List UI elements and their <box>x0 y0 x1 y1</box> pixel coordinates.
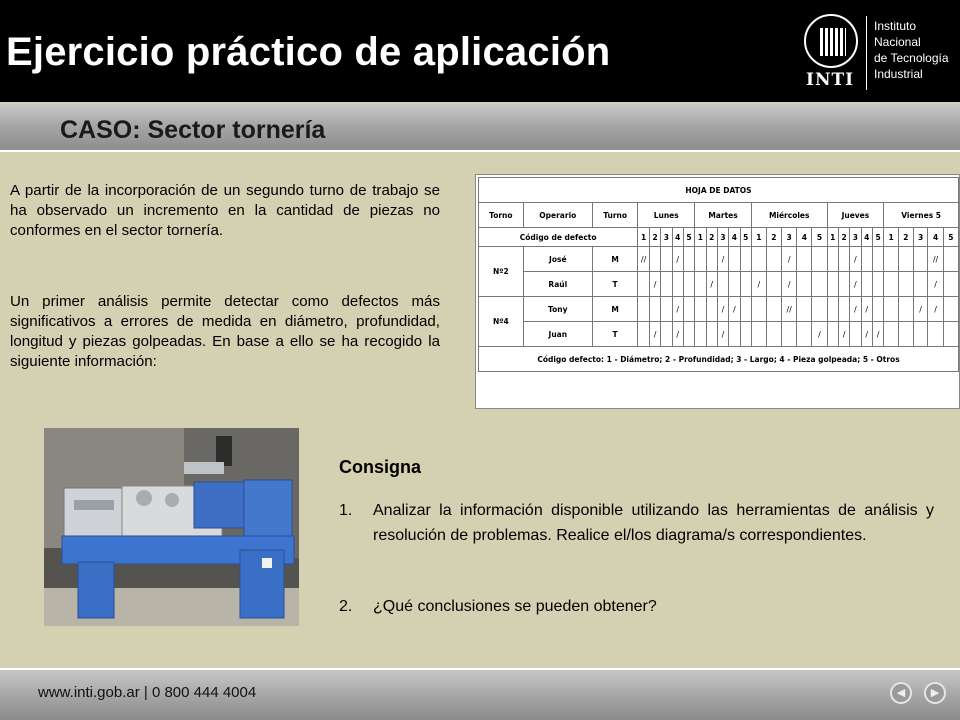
defect-code-cell: 3 <box>717 228 728 247</box>
sheet-day-header: Jueves <box>827 203 884 228</box>
tally-cell <box>943 272 958 297</box>
tally-cell <box>683 272 694 297</box>
tally-cell <box>812 272 827 297</box>
tally-cell <box>706 322 717 347</box>
chevron-left-icon: ◀ <box>896 687 906 699</box>
tally-cell <box>797 247 812 272</box>
tally-cell: / <box>861 297 872 322</box>
sheet-day-header: Viernes 5 <box>884 203 959 228</box>
tally-cell: / <box>913 297 928 322</box>
tally-cell: // <box>638 247 650 272</box>
tally-cell <box>898 297 913 322</box>
next-slide-button[interactable] <box>924 682 946 704</box>
tally-cell <box>672 272 683 297</box>
tally-cell <box>740 297 751 322</box>
defect-legend: Código defecto: 1 - Diámetro; 2 - Profundidad; 3 - Largo; 4 - Pieza golpeada; 5 - Otros <box>479 347 959 372</box>
tally-cell <box>649 247 660 272</box>
tally-cell: / <box>861 322 872 347</box>
defect-code-cell: 1 <box>884 228 899 247</box>
tally-cell <box>695 322 706 347</box>
logo-wordmark: INTI <box>806 70 855 90</box>
sheet-data-row <box>479 272 959 297</box>
task-item-1 <box>339 498 934 548</box>
sheet-header-cell: Turno <box>592 203 637 228</box>
defect-code-cell: 1 <box>638 228 650 247</box>
tally-cell <box>683 322 694 347</box>
tally-cell <box>827 297 838 322</box>
sheet-header-cell: Operario <box>523 203 592 228</box>
tally-cell <box>861 247 872 272</box>
torno-cell: Nº4 <box>479 297 524 347</box>
tally-cell <box>729 247 740 272</box>
tally-cell <box>943 247 958 272</box>
tally-cell: / <box>672 322 683 347</box>
tally-cell <box>638 272 650 297</box>
defect-code-cell: 1 <box>751 228 766 247</box>
tally-cell <box>766 247 781 272</box>
tally-cell <box>649 297 660 322</box>
tally-cell: / <box>872 322 883 347</box>
sheet-data-row <box>479 247 959 272</box>
defect-code-cell: 2 <box>766 228 781 247</box>
tally-cell <box>898 322 913 347</box>
tally-cell: / <box>706 272 717 297</box>
tally-cell <box>797 322 812 347</box>
tally-cell <box>661 272 672 297</box>
sheet-code-row <box>479 228 959 247</box>
data-sheet-image <box>475 174 960 409</box>
tally-cell <box>827 272 838 297</box>
turno-cell: T <box>592 272 637 297</box>
defect-code-cell: 2 <box>706 228 717 247</box>
tally-cell: / <box>672 247 683 272</box>
tally-cell <box>781 322 796 347</box>
tally-cell <box>861 272 872 297</box>
tally-cell <box>740 322 751 347</box>
data-sheet-table <box>478 177 959 372</box>
tally-cell <box>638 322 650 347</box>
tally-cell: / <box>672 297 683 322</box>
tally-cell <box>751 297 766 322</box>
defect-code-cell: 4 <box>861 228 872 247</box>
sheet-data-row <box>479 297 959 322</box>
tally-cell: / <box>850 297 861 322</box>
tally-cell: / <box>850 272 861 297</box>
tally-cell <box>706 297 717 322</box>
tally-cell <box>695 297 706 322</box>
logo-line: Industrial <box>874 67 923 81</box>
tally-cell <box>928 322 943 347</box>
tally-cell <box>797 297 812 322</box>
task-text: ¿Qué conclusiones se pueden obtener? <box>373 598 657 615</box>
defect-code-cell: 3 <box>661 228 672 247</box>
tally-cell <box>766 322 781 347</box>
defect-code-cell: 3 <box>913 228 928 247</box>
tally-cell <box>717 272 728 297</box>
tally-cell <box>943 297 958 322</box>
intro-paragraph-2: Un primer análisis permite detectar como defectos más significativos a errores de medida en diámetro, profundidad, longitud y piezas golpeadas. En base a ello se ha recogido la siguiente información: <box>10 293 440 370</box>
logo-line: Nacional <box>874 35 921 49</box>
tally-cell: / <box>649 322 660 347</box>
tally-cell <box>706 247 717 272</box>
case-title: CASO: Sector tornería <box>60 116 326 144</box>
defect-code-cell: 5 <box>683 228 694 247</box>
sheet-data-row <box>479 322 959 347</box>
tally-cell <box>661 297 672 322</box>
sheet-title: HOJA DE DATOS <box>479 178 959 203</box>
defect-code-cell: 4 <box>797 228 812 247</box>
tally-cell: / <box>781 247 796 272</box>
tally-cell <box>740 247 751 272</box>
logo-line: Instituto <box>874 19 917 33</box>
tally-cell: / <box>812 322 827 347</box>
operario-cell: Raúl <box>523 272 592 297</box>
tally-cell <box>943 322 958 347</box>
tally-cell <box>695 247 706 272</box>
defect-code-cell: 1 <box>827 228 838 247</box>
tally-cell: / <box>649 272 660 297</box>
tally-cell <box>884 247 899 272</box>
slide-title: Ejercicio práctico de aplicación <box>6 30 611 74</box>
sheet-day-header: Martes <box>695 203 752 228</box>
defect-code-cell: 5 <box>872 228 883 247</box>
tally-cell <box>729 272 740 297</box>
tally-cell <box>740 272 751 297</box>
tally-cell <box>884 297 899 322</box>
previous-slide-button[interactable] <box>890 682 912 704</box>
tally-cell <box>661 247 672 272</box>
tally-cell <box>838 247 849 272</box>
tally-cell <box>766 297 781 322</box>
tally-cell <box>683 297 694 322</box>
defect-code-cell: 5 <box>943 228 958 247</box>
sheet-header-row <box>479 203 959 228</box>
chevron-right-icon: ▶ <box>930 687 940 699</box>
sheet-title-row <box>479 178 959 203</box>
defect-code-cell: 5 <box>740 228 751 247</box>
tally-cell <box>695 272 706 297</box>
tally-cell <box>913 247 928 272</box>
sheet-header-cell: Torno <box>479 203 524 228</box>
tally-cell: / <box>717 322 728 347</box>
tally-cell: / <box>717 297 728 322</box>
tally-cell <box>638 297 650 322</box>
logo-separator <box>866 16 867 90</box>
defect-code-label: Código de defecto <box>479 228 638 247</box>
defect-code-cell: 4 <box>672 228 683 247</box>
tally-cell <box>751 322 766 347</box>
tally-cell: // <box>928 247 943 272</box>
tally-cell <box>766 272 781 297</box>
tally-cell <box>838 272 849 297</box>
turno-cell: T <box>592 322 637 347</box>
sheet-day-header: Lunes <box>638 203 695 228</box>
operario-cell: Juan <box>523 322 592 347</box>
tally-cell: / <box>928 297 943 322</box>
tally-cell: // <box>781 297 796 322</box>
tally-cell: / <box>838 322 849 347</box>
tally-cell: / <box>781 272 796 297</box>
defect-code-cell: 2 <box>649 228 660 247</box>
tally-cell <box>729 322 740 347</box>
defect-code-cell: 3 <box>850 228 861 247</box>
operario-cell: José <box>523 247 592 272</box>
logo-line: de Tecnología <box>874 51 949 65</box>
defect-code-cell: 4 <box>729 228 740 247</box>
tally-cell: / <box>850 247 861 272</box>
intro-paragraph-1: A partir de la incorporación de un segundo turno de trabajo se ha observado un incremento en la cantidad de piezas no conformes en el sector tornería. <box>10 182 440 239</box>
tally-cell <box>751 247 766 272</box>
tally-cell <box>683 247 694 272</box>
tally-cell: / <box>751 272 766 297</box>
tally-cell: / <box>928 272 943 297</box>
tally-cell <box>850 322 861 347</box>
tally-cell <box>872 297 883 322</box>
torno-cell: Nº2 <box>479 247 524 297</box>
sheet-day-header: Miércoles <box>751 203 827 228</box>
tally-cell <box>797 272 812 297</box>
tally-cell <box>812 297 827 322</box>
inti-seal-icon <box>804 14 858 68</box>
tally-cell <box>661 322 672 347</box>
task-number: 2. <box>339 598 353 615</box>
tally-cell <box>827 247 838 272</box>
tally-cell <box>812 247 827 272</box>
defect-code-cell: 2 <box>898 228 913 247</box>
tally-cell: / <box>729 297 740 322</box>
task-number: 1. <box>339 502 353 519</box>
defect-code-cell: 4 <box>928 228 943 247</box>
turno-cell: M <box>592 247 637 272</box>
task-item-2 <box>339 594 934 619</box>
tally-cell <box>884 272 899 297</box>
lathe-photo <box>44 428 299 626</box>
footer-contact: www.inti.gob.ar | 0 800 444 4004 <box>38 684 257 701</box>
inti-logo <box>804 14 954 94</box>
task-text: Analizar la información disponible utilizando las herramientas de análisis y resolución de problemas. Realice el/los diagrama/s correspondientes. <box>373 502 934 544</box>
sheet-footer-row <box>479 347 959 372</box>
logo-text <box>874 18 949 82</box>
consigna-title: Consigna <box>339 457 422 477</box>
defect-code-cell: 2 <box>838 228 849 247</box>
tally-cell <box>898 272 913 297</box>
tally-cell <box>913 272 928 297</box>
tally-cell <box>898 247 913 272</box>
tally-cell: / <box>717 247 728 272</box>
defect-code-cell: 5 <box>812 228 827 247</box>
tally-cell <box>838 297 849 322</box>
tally-cell <box>827 322 838 347</box>
tally-cell <box>913 322 928 347</box>
tally-cell <box>872 272 883 297</box>
tally-cell <box>872 247 883 272</box>
turno-cell: M <box>592 297 637 322</box>
operario-cell: Tony <box>523 297 592 322</box>
defect-code-cell: 3 <box>781 228 796 247</box>
tally-cell <box>884 322 899 347</box>
defect-code-cell: 1 <box>695 228 706 247</box>
